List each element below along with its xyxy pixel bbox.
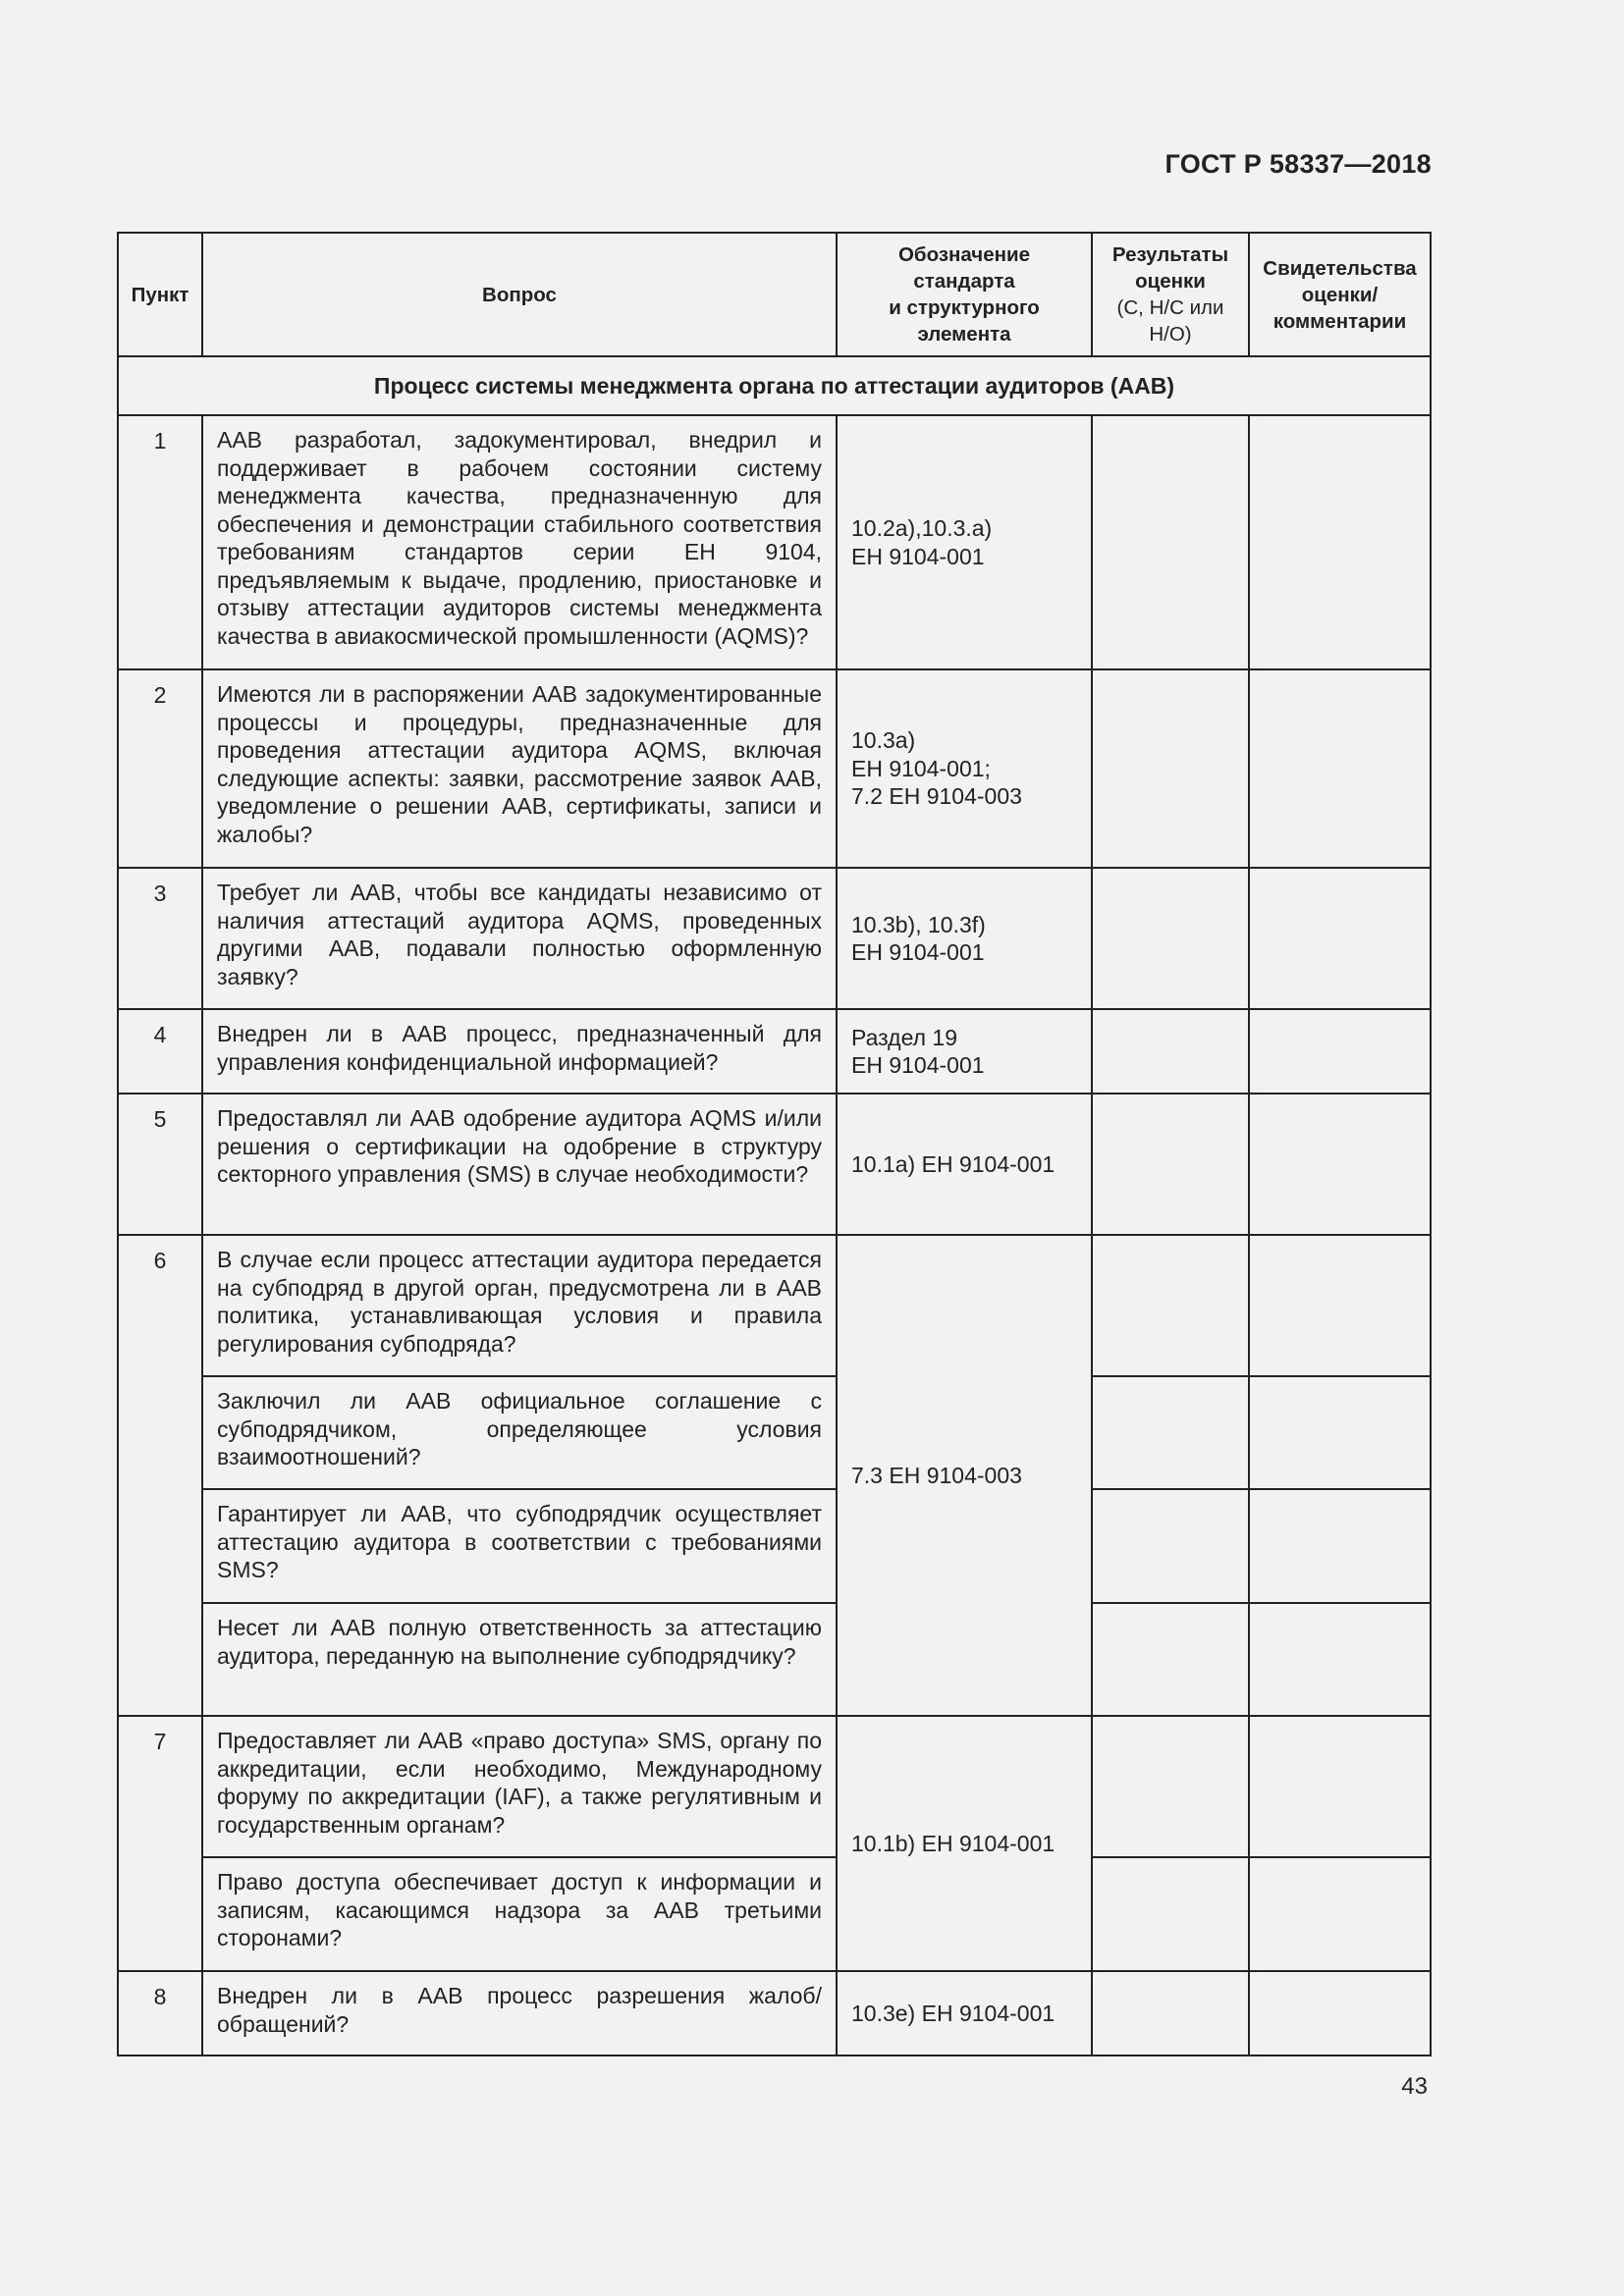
standard-reference — [837, 1009, 1092, 1094]
result-cell[interactable] — [1092, 415, 1249, 669]
evidence-cell[interactable] — [1249, 1094, 1431, 1235]
table-row — [118, 1376, 1431, 1489]
question-text: Требует ли ААВ, чтобы все кандидаты независимо от наличия аттестаций аудитора AQMS, проведенных другими ААВ, подавали полностью оформленную заявку? — [202, 868, 837, 1009]
evidence-cell[interactable] — [1249, 1489, 1431, 1603]
table-row — [118, 1971, 1431, 2056]
table-row — [118, 1235, 1431, 1376]
column-header-results-line: оценки — [1135, 270, 1206, 293]
item-number: 5 — [118, 1094, 202, 1235]
standard-reference-line: 7.3 ЕН 9104-003 — [851, 1462, 1022, 1488]
item-number: 7 — [118, 1716, 202, 1971]
column-header-punkt — [118, 233, 202, 356]
standard-reference — [837, 415, 1092, 669]
question-text: Имеются ли в распоряжении ААВ задокументированные процессы и процедуры, предназначенные для проведения аттестации аудитора AQMS, включая следующие аспекты: заявки, рассмотрение заявок ААВ, уведомление о решении ААВ, сертификаты, записи и жалобы? — [202, 669, 837, 868]
column-header-evidence-line: комментарии — [1272, 309, 1407, 333]
evidence-cell[interactable] — [1249, 1716, 1431, 1857]
standard-reference-line: 10.3a) — [851, 727, 916, 754]
standard-reference-line: 10.3b), 10.3f) — [851, 911, 986, 937]
standard-reference-line: 10.1a) ЕН 9104-001 — [851, 1150, 1056, 1177]
standard-reference-line: ЕН 9104-001; — [851, 755, 991, 781]
checklist-table — [117, 232, 1432, 2056]
column-header-evidence-line: Свидетельства — [1263, 256, 1417, 280]
question-text: ААВ разработал, задокументировал, внедрил и поддерживает в рабочем состоянии систему менеджмента качества, предназначенную для обеспечения и демонстрации стабильного соответствия требованиям стандартов серии ЕН 9104, предъявляемым к выдаче, продлению, приостановке и отзыву аттестации аудиторов системы менеджмента качества в авиакосмической промышленности (AQMS)? — [202, 415, 837, 669]
standard-reference-line: ЕН 9104-001 — [851, 543, 985, 569]
result-cell[interactable] — [1092, 1971, 1249, 2056]
question-text: Право доступа обеспечивает доступ к информации и записям, касающимся надзора за ААВ третьими сторонами? — [202, 1857, 837, 1971]
result-cell[interactable] — [1092, 1235, 1249, 1376]
item-number: 4 — [118, 1009, 202, 1094]
standard-reference-line: 7.2 ЕН 9104-003 — [851, 783, 1022, 810]
evidence-cell[interactable] — [1249, 1857, 1431, 1971]
evidence-cell[interactable] — [1249, 415, 1431, 669]
result-cell[interactable] — [1092, 1094, 1249, 1235]
result-cell[interactable] — [1092, 1376, 1249, 1489]
result-cell[interactable] — [1092, 1603, 1249, 1716]
standard-reference — [837, 1094, 1092, 1235]
item-number: 2 — [118, 669, 202, 868]
evidence-cell[interactable] — [1249, 1235, 1431, 1376]
result-cell[interactable] — [1092, 1009, 1249, 1094]
document-code: ГОСТ Р 58337—2018 — [1164, 149, 1432, 179]
question-text: Несет ли ААВ полную ответственность за аттестацию аудитора, переданную на выполнение субподрядчику? — [202, 1603, 837, 1716]
standard-reference-line: ЕН 9104-001 — [851, 1052, 985, 1078]
item-number: 8 — [118, 1971, 202, 2056]
evidence-cell[interactable] — [1249, 1603, 1431, 1716]
evidence-cell[interactable] — [1249, 1376, 1431, 1489]
column-header-results-note: Н/О) — [1149, 323, 1192, 346]
column-header-results-line: Результаты — [1111, 243, 1229, 266]
table-row — [118, 1489, 1431, 1603]
table-header-row — [118, 233, 1431, 356]
table-row — [118, 1009, 1431, 1094]
question-text: Предоставляет ли ААВ «право доступа» SMS, органу по аккредитации, если необходимо, Международному форуму по аккредитации (IAF), а также регулятивным и государственным органам? — [202, 1716, 837, 1857]
column-header-evidence — [1249, 233, 1431, 356]
section-title: Процесс системы менеджмента органа по аттестации аудиторов (ААВ) — [118, 356, 1431, 415]
evidence-cell[interactable] — [1249, 868, 1431, 1009]
standard-reference-line: 10.3e) ЕН 9104-001 — [851, 2000, 1056, 2026]
item-number: 6 — [118, 1235, 202, 1716]
table-row — [118, 1603, 1431, 1716]
standard-reference-line: 10.1b) ЕН 9104-001 — [851, 1830, 1056, 1856]
standard-reference — [837, 1971, 1092, 2056]
question-text: Гарантирует ли ААВ, что субподрядчик осуществляет аттестацию аудитора в соответствии с требованиями SMS? — [202, 1489, 837, 1603]
column-header-standard — [837, 233, 1092, 356]
evidence-cell[interactable] — [1249, 669, 1431, 868]
result-cell[interactable] — [1092, 868, 1249, 1009]
question-text: Внедрен ли в ААВ процесс разрешения жалоб/обращений? — [202, 1971, 837, 2056]
standard-reference — [837, 1716, 1092, 1971]
question-text: В случае если процесс аттестации аудитора передается на субподряд в другой орган, предусмотрена ли в ААВ политика, устанавливающая условия и правила регулирования субподряда? — [202, 1235, 837, 1376]
column-header-standard-line: стандарта — [913, 270, 1015, 293]
standard-reference — [837, 868, 1092, 1009]
column-header-vopros-label: Вопрос — [482, 283, 557, 306]
question-text: Внедрен ли в ААВ процесс, предназначенный для управления конфиденциальной информацией? — [202, 1009, 837, 1094]
table-row — [118, 1094, 1431, 1235]
result-cell[interactable] — [1092, 1489, 1249, 1603]
standard-reference — [837, 669, 1092, 868]
evidence-cell[interactable] — [1249, 1009, 1431, 1094]
evidence-cell[interactable] — [1249, 1971, 1431, 2056]
column-header-standard-line: элемента — [917, 323, 1011, 346]
standard-reference-line: 10.2a),10.3.a) — [851, 515, 993, 541]
column-header-vopros — [202, 233, 837, 356]
section-row — [118, 356, 1431, 415]
standard-reference — [837, 1235, 1092, 1716]
result-cell[interactable] — [1092, 669, 1249, 868]
item-number: 3 — [118, 868, 202, 1009]
standard-reference-line: Раздел 19 — [851, 1024, 957, 1050]
item-number: 1 — [118, 415, 202, 669]
question-text: Предоставлял ли ААВ одобрение аудитора AQMS и/или решения о сертификации на одобрение в структуру секторного управления (SMS) в случае необходимости? — [202, 1094, 837, 1235]
column-header-results-note: (С, Н/С или — [1116, 296, 1224, 319]
column-header-evidence-line: оценки/ — [1301, 283, 1379, 306]
result-cell[interactable] — [1092, 1716, 1249, 1857]
table-row — [118, 868, 1431, 1009]
page-number: 43 — [1401, 2073, 1428, 2100]
column-header-punkt-label: Пункт — [131, 283, 189, 306]
table-row — [118, 415, 1431, 669]
column-header-standard-line: и структурного — [889, 296, 1040, 319]
standard-reference-line: ЕН 9104-001 — [851, 939, 985, 965]
result-cell[interactable] — [1092, 1857, 1249, 1971]
table-row — [118, 669, 1431, 868]
column-header-standard-line: Обозначение — [897, 243, 1030, 266]
column-header-results — [1092, 233, 1249, 356]
table-row — [118, 1716, 1431, 1857]
table-row — [118, 1857, 1431, 1971]
question-text: Заключил ли ААВ официальное соглашение с субподрядчиком, определяющее условия взаимоотношений? — [202, 1376, 837, 1489]
